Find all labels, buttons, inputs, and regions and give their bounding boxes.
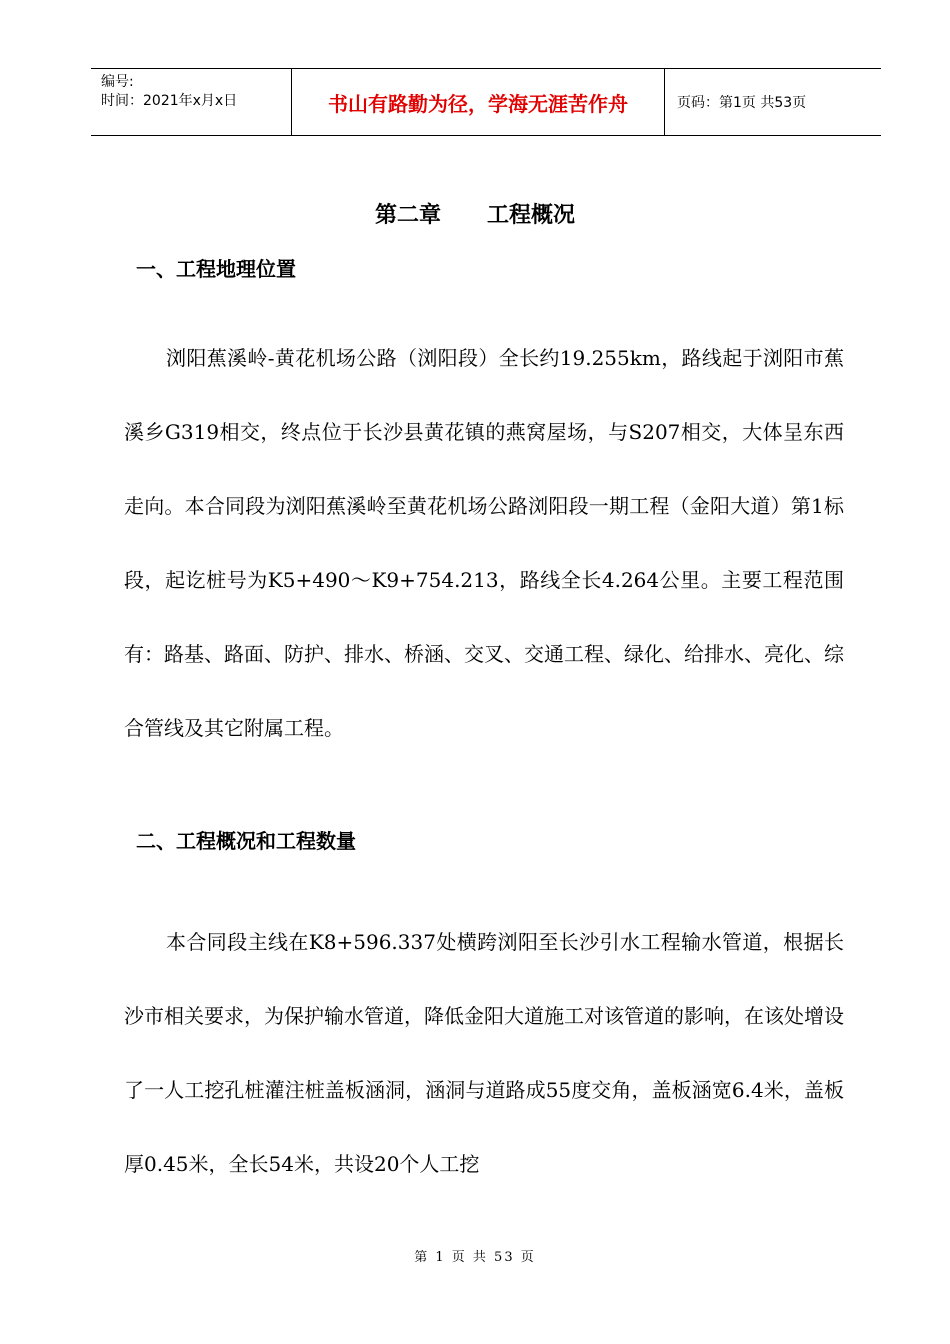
section-paragraph-1: 浏阳蕉溪岭-黄花机场公路（浏阳段）全长约19.255km，路线起于浏阳市蕉溪乡G319相交，终点位于长沙县黄花镇的燕窝屋场，与S207相交，大体呈东西走向。本合同段为浏阳蕉溪岭至黄花机场公路浏阳段一期工程（金阳大道）第1标段，起讫桩号为K5+490～K9+754.213，路线全长4.264公里。主要工程范围有：路基、路面、防护、排水、桥涵、交叉、交通工程、绿化、给排水、亮化、综合管线及其它附属工程。 (124, 346, 844, 740)
header-motto: 书山有路勤为径，学海无涯苦作舟 (292, 69, 665, 135)
section-heading-1: 一、工程地理位置 (136, 257, 296, 281)
header-meta (91, 69, 292, 135)
section-heading-2: 二、工程概况和工程数量 (136, 829, 356, 853)
serial-label: 编号: (101, 74, 134, 90)
page-header (91, 68, 881, 136)
chapter-title: 第二章 工程概况 (375, 203, 575, 228)
section-paragraph-2: 本合同段主线在K8+596.337处横跨浏阳至长沙引水工程输水管道，根据长沙市相关要求，为保护输水管道，降低金阳大道施工对该管道的影响，在该处增设了一人工挖孔桩灌注桩盖板涵洞，涵洞与道路成55度交角，盖板涵宽6.4米，盖板厚0.45米，全长54米，共设20个人工挖 (124, 930, 844, 1176)
page-footer: 第 1 页 共 53 页 (414, 1250, 536, 1265)
time-label: 时间：2021年x月x日 (101, 93, 238, 109)
header-page-info: 页码：第1页 共53页 (677, 95, 807, 111)
